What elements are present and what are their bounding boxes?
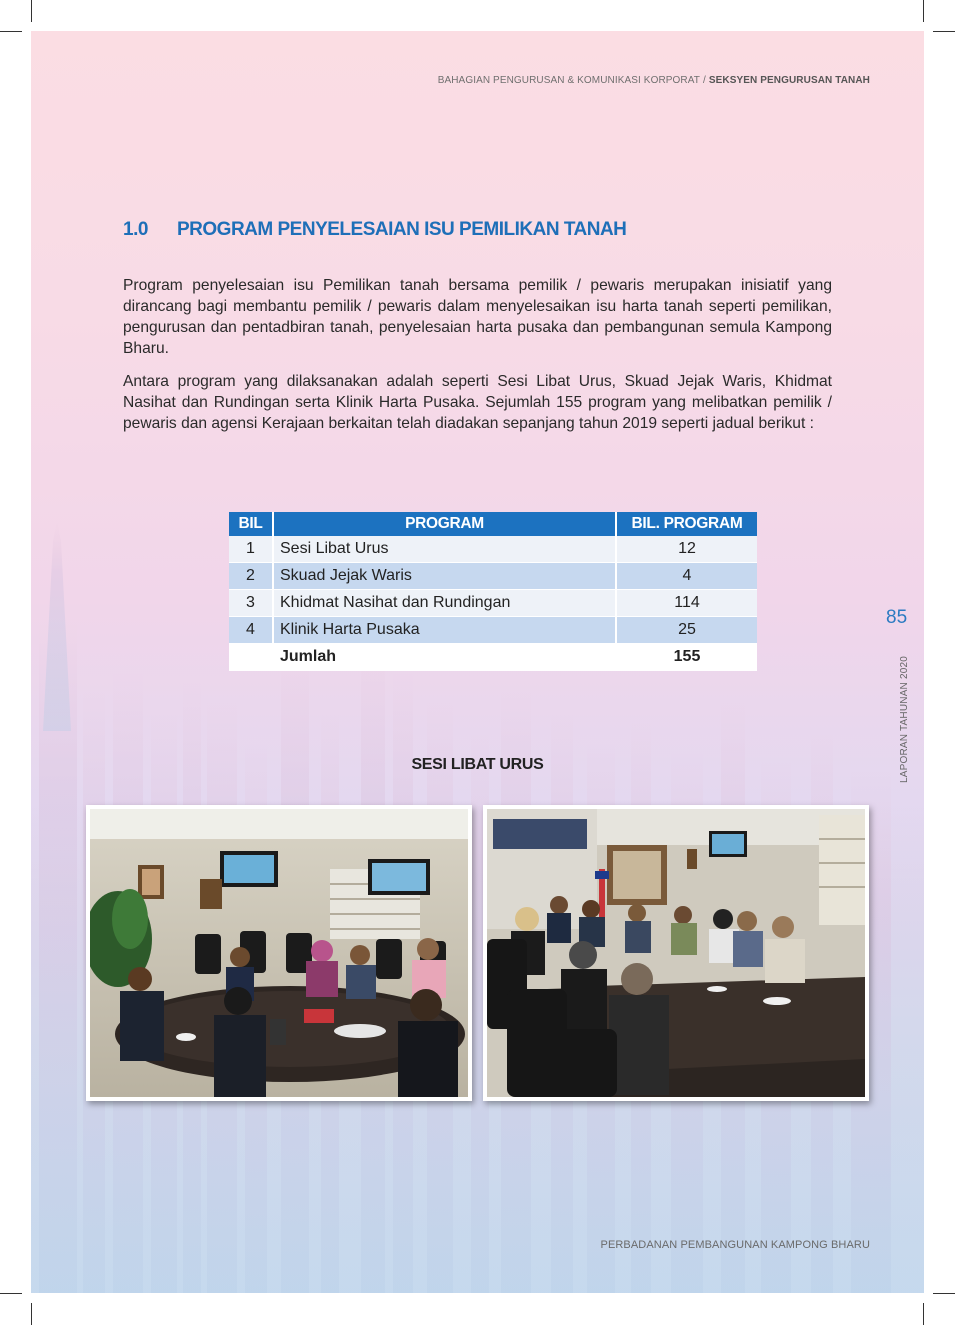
- header-separator: /: [702, 75, 706, 86]
- col-header-program: PROGRAM: [273, 512, 616, 536]
- crop-mark: [0, 1293, 22, 1294]
- total-label: Jumlah: [273, 644, 616, 671]
- table-row: [229, 563, 757, 590]
- crop-mark: [933, 31, 955, 32]
- table-row: [229, 536, 757, 563]
- row-program: Klinik Harta Pusaka: [273, 617, 616, 644]
- crop-mark: [923, 1303, 924, 1325]
- crop-mark: [31, 0, 32, 22]
- row-count: 4: [616, 563, 757, 590]
- total-count: 155: [616, 644, 757, 671]
- program-table: [229, 512, 757, 671]
- row-program: Khidmat Nasihat dan Rundingan: [273, 590, 616, 617]
- report-side-label: LAPORAN TAHUNAN 2020: [899, 655, 910, 783]
- crop-mark: [0, 31, 22, 32]
- row-count: 114: [616, 590, 757, 617]
- row-count: 25: [616, 617, 757, 644]
- table-row: [229, 590, 757, 617]
- row-number: 2: [229, 563, 273, 590]
- crop-mark: [923, 0, 924, 22]
- page-number: 85: [886, 607, 908, 628]
- footer-organisation: PERBADANAN PEMBANGUNAN KAMPONG BHARU: [600, 1239, 870, 1251]
- crop-mark: [933, 1293, 955, 1294]
- col-header-count: BIL. PROGRAM: [616, 512, 757, 536]
- table-row: [229, 617, 757, 644]
- header-section: SEKSYEN PENGURUSAN TANAH: [708, 75, 870, 86]
- crop-mark: [31, 1303, 32, 1325]
- programs-paragraph: Antara program yang dilaksanakan adalah seperti Sesi Libat Urus, Skuad Jejak Waris, Khidmat Nasihat dan Rundingan serta Klinik Harta Pusaka. Sejumlah 155 program yang melibatkan pemilik / pewaris dan agensi Kerajaan berkaitan telah diadakan sepanjang tahun 2019 seperti jadual berikut :: [123, 373, 832, 432]
- meeting-photo-1: [86, 805, 472, 1101]
- page-header: [438, 75, 870, 86]
- table-header-row: [229, 512, 757, 536]
- row-count: 12: [616, 536, 757, 563]
- report-page: [31, 31, 924, 1293]
- header-department: BAHAGIAN PENGURUSAN & KOMUNIKASI KORPORAT: [437, 75, 700, 86]
- photo-caption: SESI LIBAT URUS: [411, 756, 544, 773]
- meeting-photo-2: [483, 805, 869, 1101]
- intro-paragraph: Program penyelesaian isu Pemilikan tanah bersama pemilik / pewaris merupakan inisiatif yang dirancang bagi membantu pemilik / pewaris dalam menyelesaikan isu harta tanah seperti pemilikan, pengurusan dan pentadbiran tanah, penyelesaian harta pusaka dan pembangunan semula Kampong Bharu.: [123, 277, 832, 357]
- row-program: Sesi Libat Urus: [273, 536, 616, 563]
- row-number: 4: [229, 617, 273, 644]
- col-header-bil: BIL: [229, 512, 273, 536]
- row-number: 1: [229, 536, 273, 563]
- section-title: PROGRAM PENYELESAIAN ISU PEMILIKAN TANAH: [177, 219, 627, 240]
- section-heading: [123, 219, 626, 241]
- section-number: 1.0: [123, 219, 148, 240]
- table-total-row: [229, 644, 757, 671]
- row-number: 3: [229, 590, 273, 617]
- row-program: Skuad Jejak Waris: [273, 563, 616, 590]
- total-empty-cell: [229, 644, 273, 671]
